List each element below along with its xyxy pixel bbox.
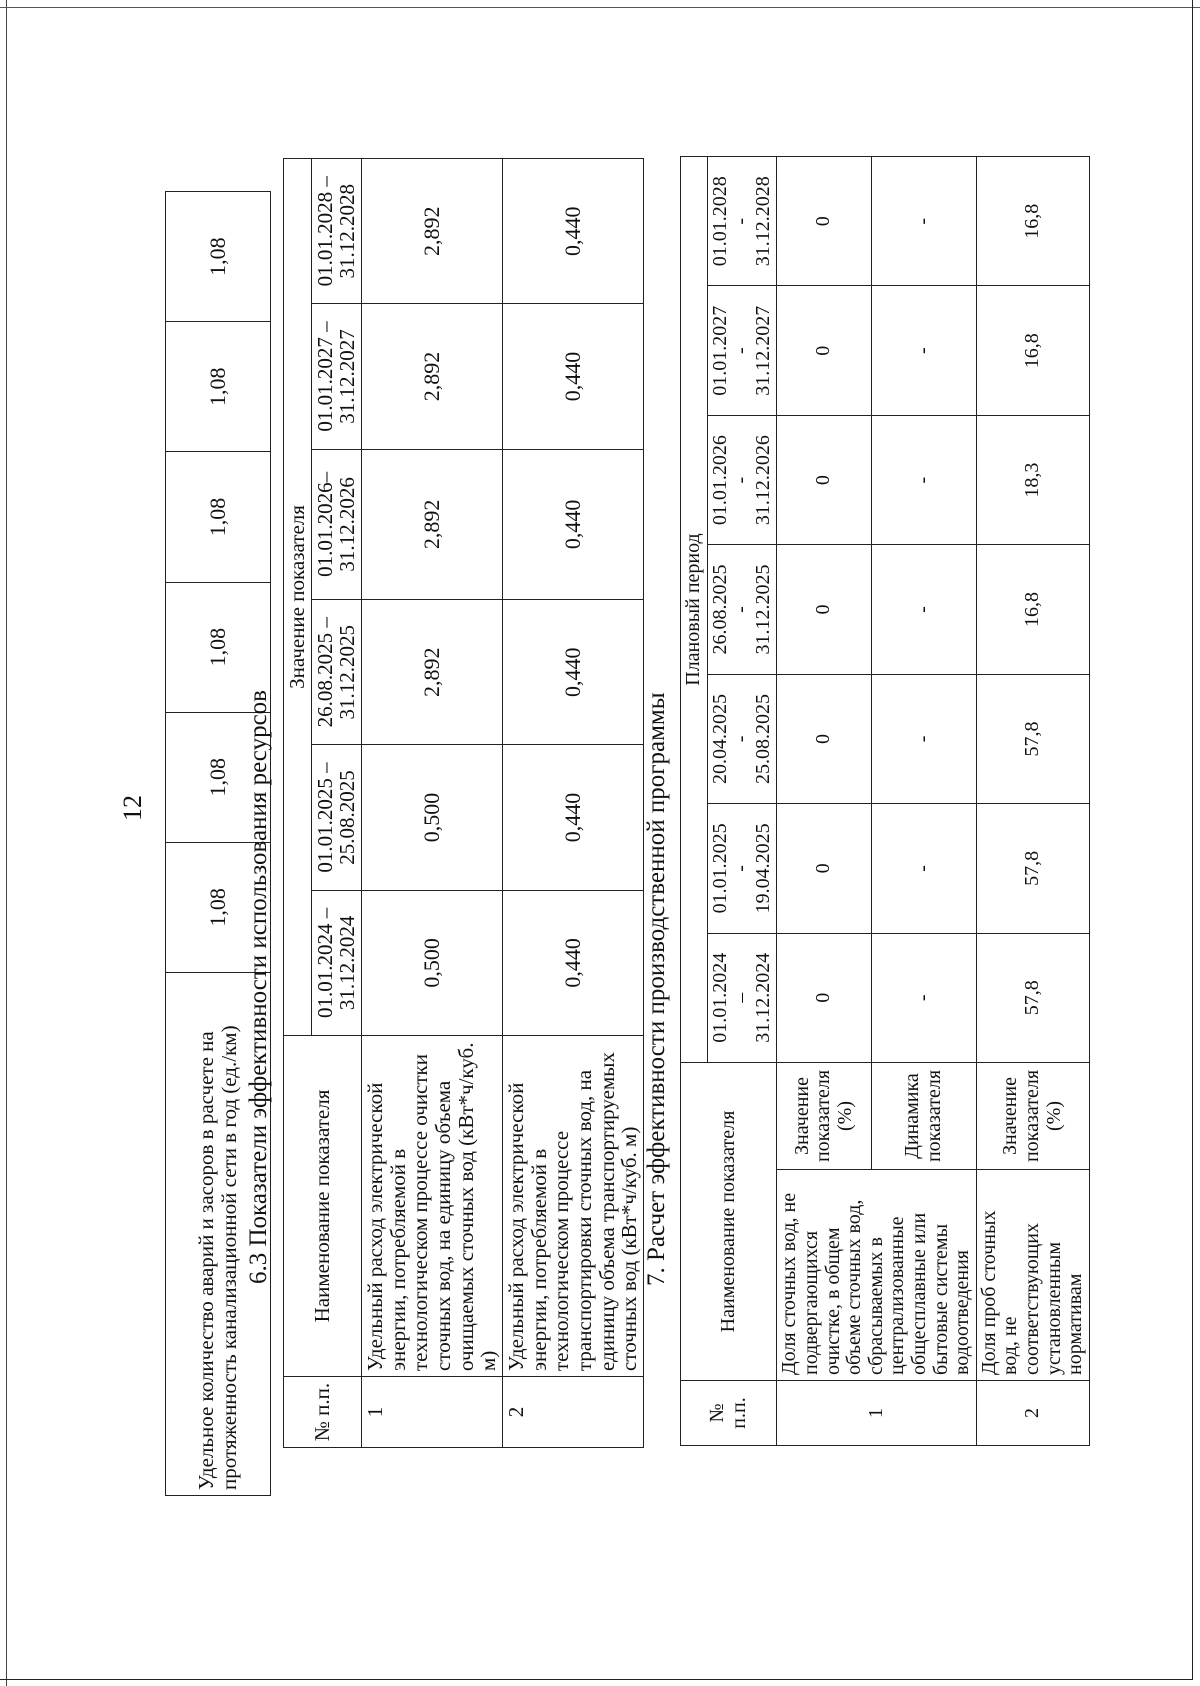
row-number: 1 <box>777 1381 976 1446</box>
period-header: 26.08.2025 – 31.12.2025 <box>311 600 361 745</box>
value-cell: 0,440 <box>503 745 644 890</box>
value-cell: 57,8 <box>976 804 1089 933</box>
value-cell: 1,08 <box>166 582 271 712</box>
value-cell: 1,08 <box>166 712 271 842</box>
period-header: 01.01.2025 – 25.08.2025 <box>311 745 361 890</box>
indicator-name: Удельное количество аварий и засоров в расчете на протяженность канализационной сети в год (ед./км) <box>166 973 271 1496</box>
value-cell: 16,8 <box>976 157 1089 286</box>
table-row <box>777 157 871 1446</box>
period-header: 01.01.2024 – 31.12.2024 <box>707 933 777 1062</box>
value-cell: 0 <box>777 804 871 933</box>
row-number: 2 <box>976 1381 1089 1446</box>
value-cell: - <box>871 157 976 286</box>
period-header: 01.01.2026 - 31.12.2026 <box>707 415 777 544</box>
value-cell: 0 <box>777 286 871 415</box>
table-row <box>503 159 644 1448</box>
value-cell: 0,440 <box>503 304 644 449</box>
value-cell: 2,892 <box>362 600 503 745</box>
value-cell: 1,08 <box>166 192 271 322</box>
indicator-name: Удельный расход электрической энергии, потребляемой в технологическом процессе очистки сточных вод, на единицу объема очищаемых сточных вод (кВт*ч/куб. м) <box>362 1036 503 1377</box>
value-cell: - <box>871 674 976 803</box>
value-cell: 0 <box>777 157 871 286</box>
value-cell: 57,8 <box>976 933 1089 1062</box>
value-cell: 0,500 <box>362 890 503 1035</box>
value-cell: 1,08 <box>166 452 271 582</box>
value-cell: 1,08 <box>166 842 271 972</box>
value-cell: - <box>871 286 976 415</box>
section-title-7: 7. Расчет эффективности производственной программы <box>643 692 670 1286</box>
col-no-header: № п.п. <box>284 1377 362 1448</box>
program-efficiency-table <box>680 156 1090 1446</box>
sub-indicator-label: Динамика показателя <box>871 1063 976 1170</box>
value-cell: - <box>871 933 976 1062</box>
value-cell: 0 <box>777 415 871 544</box>
period-header: 01.01.2028 – 31.12.2028 <box>311 159 361 304</box>
value-cell: 16,8 <box>976 286 1089 415</box>
period-header: 26.08.2025 - 31.12.2025 <box>707 545 777 674</box>
value-cell: 16,8 <box>976 545 1089 674</box>
value-cell: 0,440 <box>503 890 644 1035</box>
period-header: 01.01.2024 – 31.12.2024 <box>311 890 361 1035</box>
row-number: 1 <box>362 1377 503 1448</box>
value-cell: 2,892 <box>362 159 503 304</box>
col-group-header: Плановый период <box>681 157 708 1063</box>
sub-indicator-label: Значение показателя (%) <box>976 1063 1089 1170</box>
value-cell: 2,892 <box>362 304 503 449</box>
value-cell: 0,440 <box>503 600 644 745</box>
value-cell: 57,8 <box>976 674 1089 803</box>
section-title-6-3: 6.3 Показатели эффективности использования ресурсов <box>245 690 272 1284</box>
period-header: 01.01.2025 - 19.04.2025 <box>707 804 777 933</box>
period-header: 20.04.2025 - 25.08.2025 <box>707 674 777 803</box>
value-cell: 0 <box>777 933 871 1062</box>
period-header: 01.01.2028 - 31.12.2028 <box>707 157 777 286</box>
value-cell: 2,892 <box>362 449 503 599</box>
period-header: 01.01.2027 - 31.12.2027 <box>707 286 777 415</box>
table-row <box>362 159 503 1448</box>
value-cell: 18,3 <box>976 415 1089 544</box>
col-name-header: Наименование показателя <box>681 1063 777 1381</box>
col-no-header: № п.п. <box>681 1381 777 1446</box>
value-cell: - <box>871 804 976 933</box>
indicator-name: Доля сточных вод, не подвергающихся очистке, в общем объеме сточных вод, сбрасываемых в централизованные общесплавные или бытовые системы водоотведения <box>777 1170 976 1381</box>
table-header-row <box>284 159 312 1448</box>
col-group-header: Значение показателя <box>284 159 312 1036</box>
resources-table <box>283 158 644 1448</box>
value-cell: - <box>871 545 976 674</box>
value-cell: 0 <box>777 674 871 803</box>
table-row <box>976 157 1089 1446</box>
indicator-name: Доля проб сточных вод, не соответствующих установленным нормативам <box>976 1170 1089 1381</box>
table-header-row <box>681 157 708 1446</box>
value-cell: 0,440 <box>503 159 644 304</box>
value-cell: - <box>871 415 976 544</box>
col-name-header: Наименование показателя <box>284 1036 362 1377</box>
page-number: 12 <box>118 795 147 821</box>
period-header: 01.01.2026– 31.12.2026 <box>311 449 361 599</box>
value-cell: 0,440 <box>503 449 644 599</box>
value-cell: 0 <box>777 545 871 674</box>
indicator-name: Удельный расход электрической энергии, потребляемой в технологическом процессе транспортировки сточных вод, на единицу объема транспортируемых сточных вод (кВт*ч/куб. м) <box>503 1036 644 1377</box>
value-cell: 0,500 <box>362 745 503 890</box>
sub-indicator-label: Значение показателя (%) <box>777 1063 871 1170</box>
row-number: 2 <box>503 1377 644 1448</box>
period-header: 01.01.2027 – 31.12.2027 <box>311 304 361 449</box>
value-cell: 1,08 <box>166 322 271 452</box>
